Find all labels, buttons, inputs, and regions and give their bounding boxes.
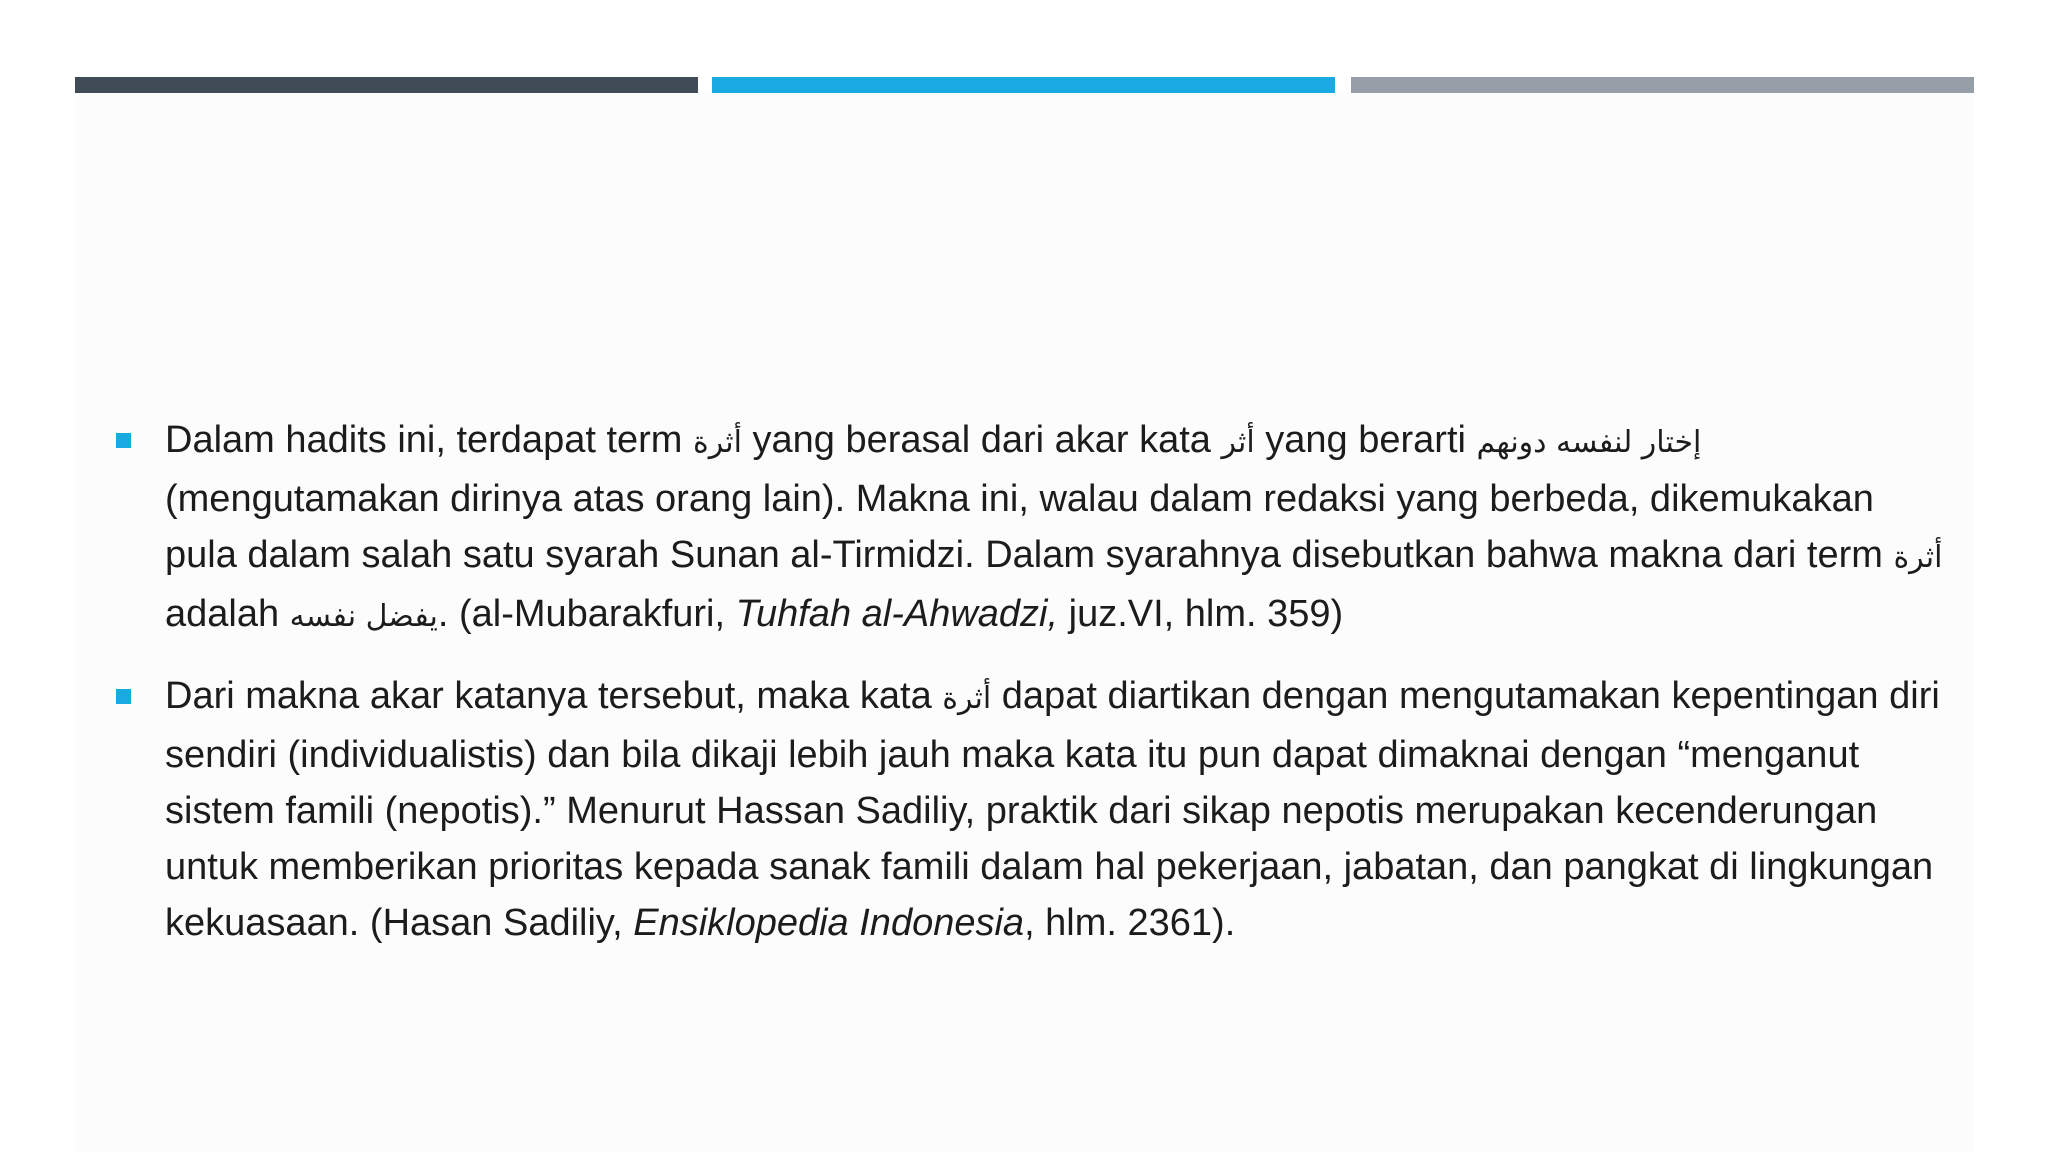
citation-title: Tuhfah al-Ahwadzi, xyxy=(735,593,1059,635)
text-run: juz.VI, hlm. 359) xyxy=(1058,593,1344,635)
text-run: , hlm. 2361). xyxy=(1024,902,1236,944)
text-run: adalah xyxy=(165,593,290,635)
arabic-term: أثرة xyxy=(942,681,992,716)
text-run: Dalam hadits ini, terdapat term xyxy=(165,419,694,461)
arabic-term: أثرة xyxy=(1893,540,1943,575)
accent-bar-dark xyxy=(75,77,698,93)
citation-title: Ensiklopedia Indonesia xyxy=(633,902,1025,944)
text-run: yang berasal dari akar kata xyxy=(741,419,1222,461)
text-run: yang berarti xyxy=(1254,419,1477,461)
square-bullet-icon xyxy=(116,433,131,448)
square-bullet-icon xyxy=(116,689,131,704)
text-run: dapat diartikan dengan mengutamakan kepentingan diri sendiri (individualistis) dan bila dikaji lebih jauh maka kata itu pun dapat dimaknai dengan “menganut sistem famili (nepotis).” Menurut Hassan Sadiliy, praktik dari sikap nepotis merupakan kecenderungan untuk memberikan prioritas kepada sanak famili dalam hal pekerjaan, jabatan, dan pangkat di lingkungan kekuasaan. (Hasan Sadiliy, xyxy=(165,675,1940,944)
text-run: . (al-Mubarakfuri, xyxy=(437,593,736,635)
text-run: (mengutamakan dirinya atas orang lain). Makna ini, walau dalam redaksi yang berbeda, dikemukakan pula dalam salah satu syarah Sunan al-Tirmidzi. Dalam syarahnya disebutkan bahwa makna dari term xyxy=(165,478,1894,576)
bullet-item-2 xyxy=(116,668,1956,951)
arabic-root-word: أثر xyxy=(1221,425,1255,460)
accent-bar-gray xyxy=(1351,77,1974,93)
accent-bar-blue xyxy=(712,77,1335,93)
text-run: Dari makna akar katanya tersebut, maka kata xyxy=(165,675,943,717)
arabic-term: أثرة xyxy=(693,425,742,460)
arabic-meaning: إختار لنفسه دونهم xyxy=(1476,425,1702,460)
arabic-definition: يفضل نفسه xyxy=(289,599,438,634)
slide-body xyxy=(116,412,1956,951)
bullet-item-1 xyxy=(116,412,1956,645)
